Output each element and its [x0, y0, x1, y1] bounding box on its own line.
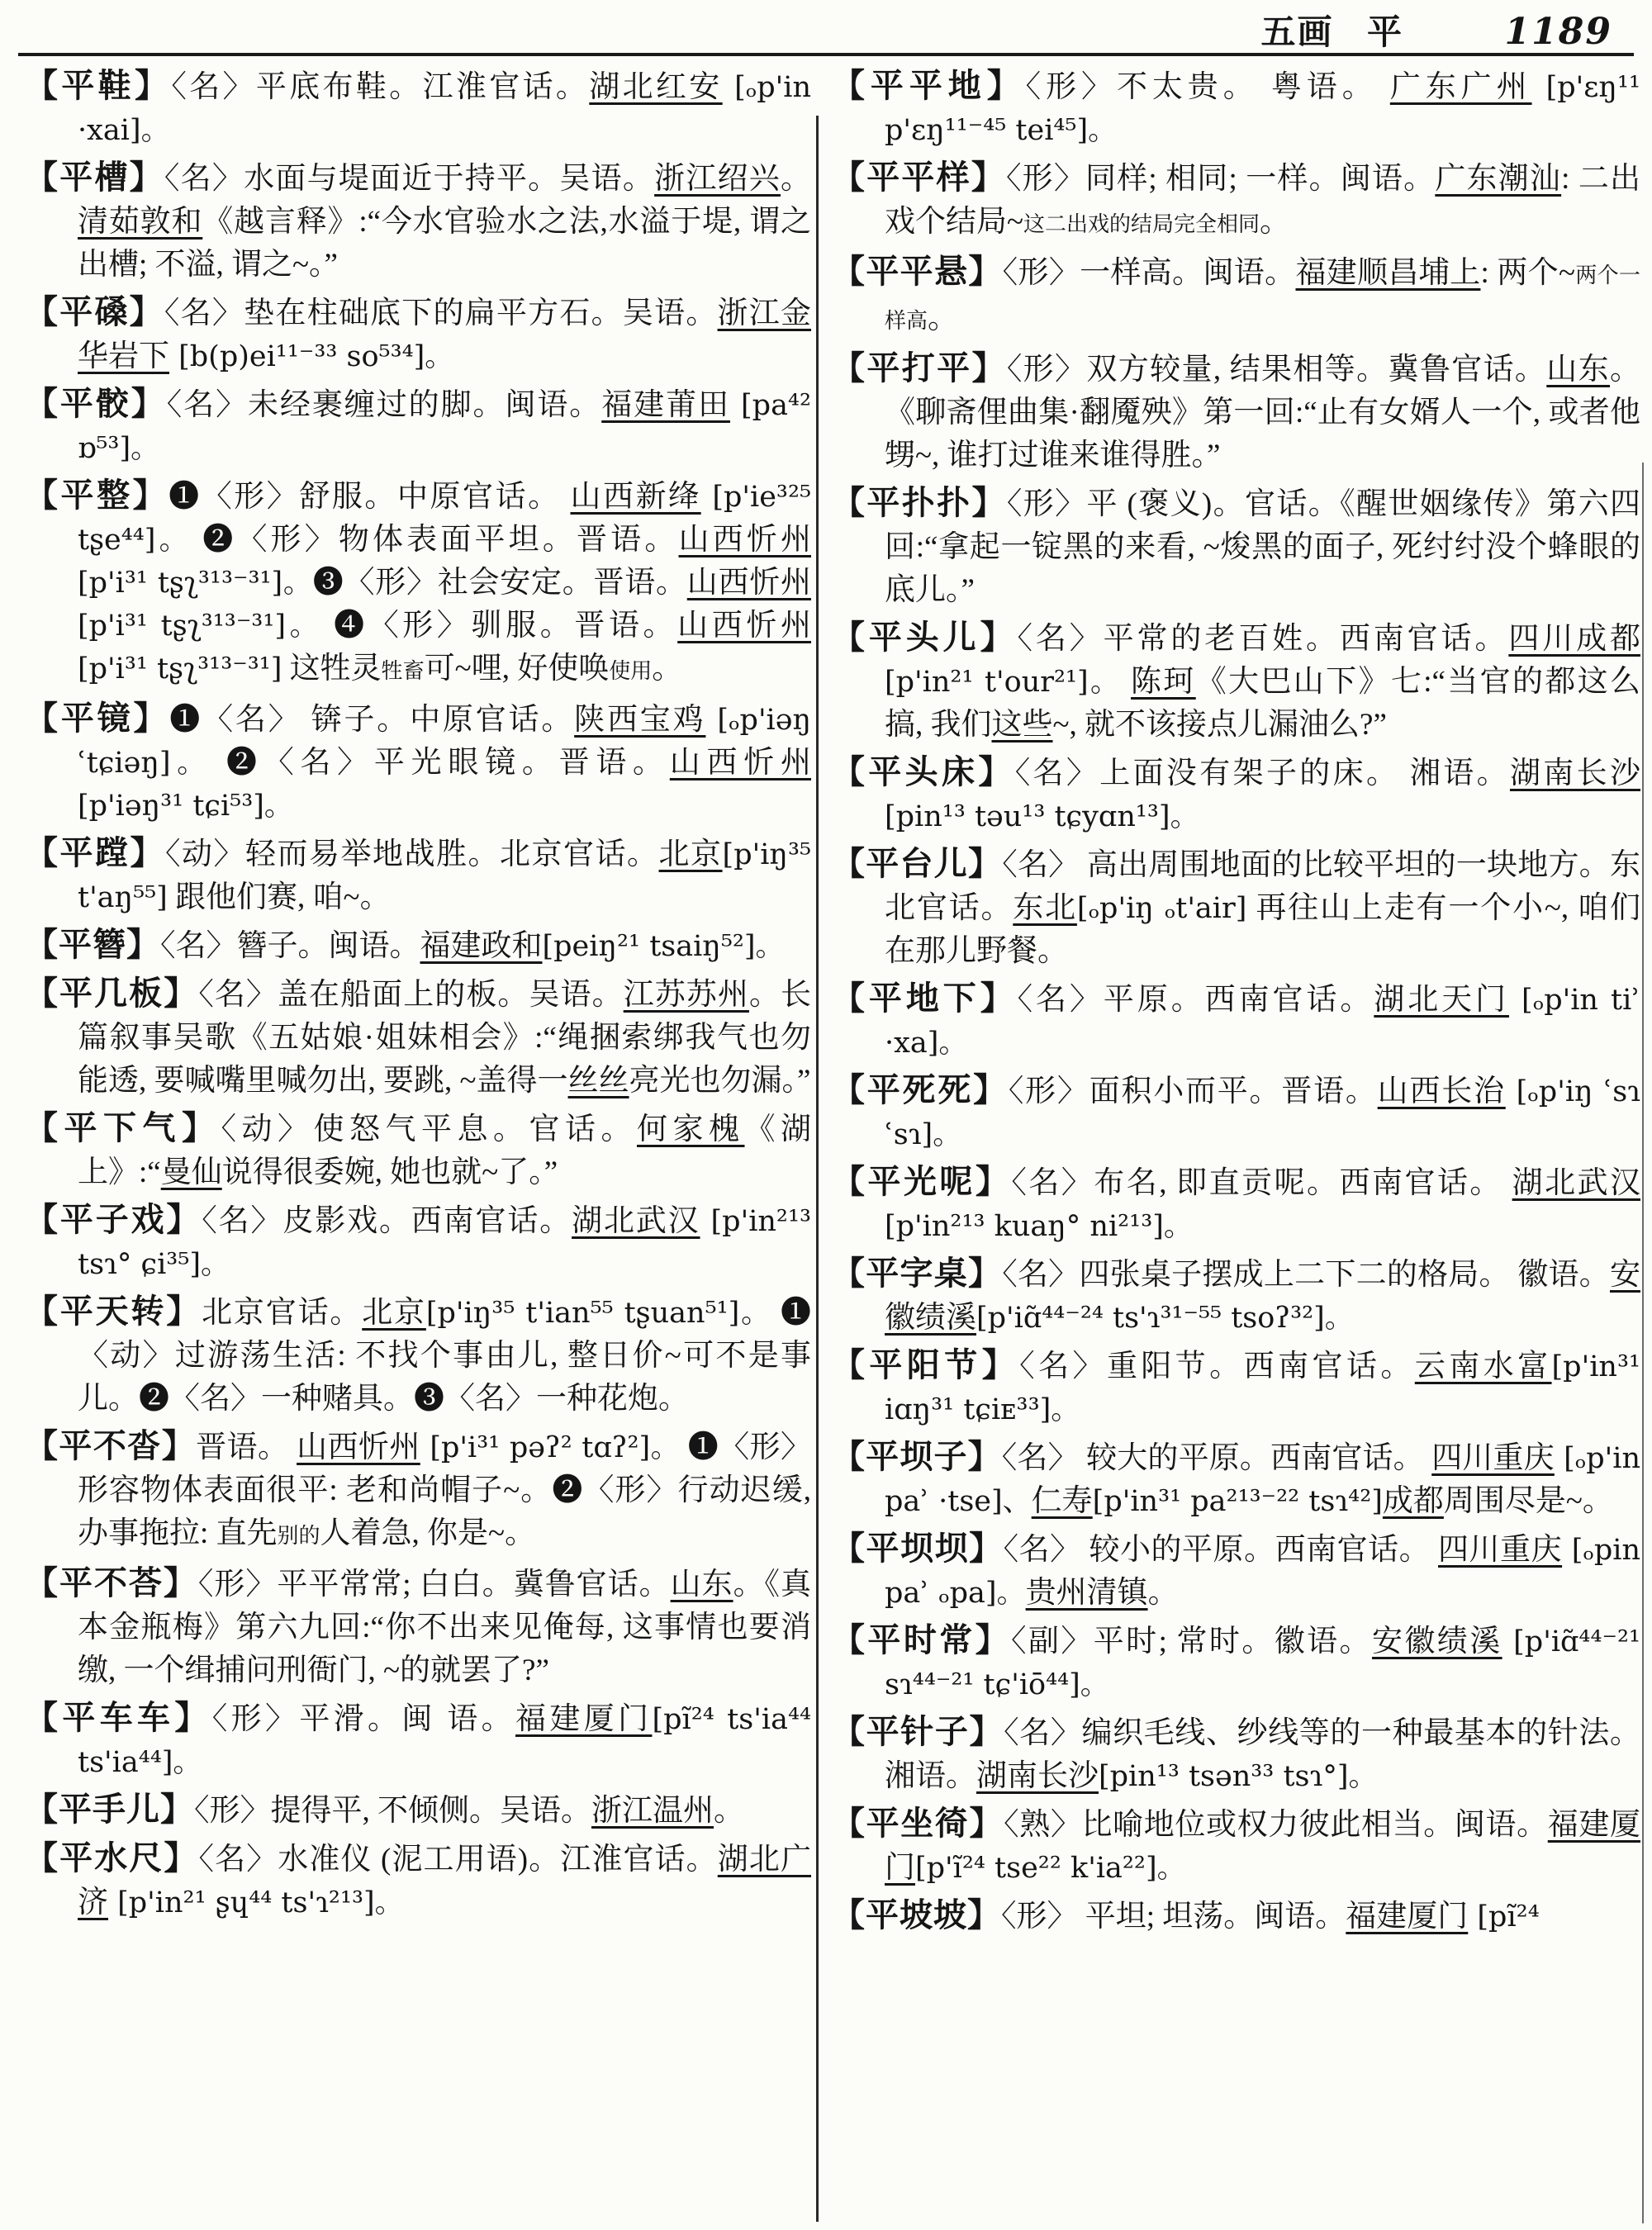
dialect-word: 丝丝: [567, 1064, 629, 1098]
dictionary-entry: [832, 842, 1640, 973]
dialect-region: 四川重庆: [1438, 1533, 1563, 1567]
definition-text: ❷〈形〉物体表面平坦。晋语。: [191, 523, 679, 557]
dialect-region: 广东潮汕: [1435, 162, 1562, 196]
entry-headword: 【平不荅】: [25, 1564, 198, 1601]
dialect-region: 广东广州: [1389, 70, 1532, 104]
definition-text: 〈名〉 高出周围地面的比较平坦的一块地方。东北官话。: [885, 848, 1640, 925]
entry-headword: 【平天转】: [25, 1293, 202, 1330]
dialect-region: 山东: [1546, 353, 1611, 387]
dialect-region: 东北: [1013, 891, 1077, 925]
gloss-note: 使用: [609, 659, 653, 683]
phonetic-transcription: [p'i³¹ tʂʅ³¹³⁻³¹]: [78, 652, 282, 686]
definition-text: 。: [1147, 1576, 1179, 1610]
entry-headword: 【平阳节】: [832, 1346, 1020, 1383]
dictionary-entry: [832, 482, 1640, 612]
phonetic-transcription: [p'in²¹³ kuaŋ° ni²¹³]。: [885, 1210, 1193, 1243]
dialect-region: 山东: [670, 1568, 733, 1601]
dictionary-entry: [25, 1107, 811, 1194]
entry-headword: 【平平地】: [832, 67, 1026, 104]
definition-text: 。: [714, 1794, 744, 1828]
definition-text: : 两个~: [1480, 256, 1575, 290]
definition-text: [1121, 665, 1131, 699]
dictionary-entry: [25, 1696, 811, 1784]
definition-text: 〈名〉编织毛线、纱线等的一种最基本的针法。湘语。: [885, 1716, 1640, 1793]
dictionary-entry: [25, 291, 811, 378]
dictionary-entry: [25, 156, 811, 287]
dialect-region: 贵州清镇: [1025, 1576, 1148, 1610]
dictionary-entry: [832, 1619, 1640, 1706]
entry-headword: 【平车车】: [25, 1699, 212, 1736]
page-body: [25, 64, 1640, 2227]
phonetic-transcription: [p'ie³²⁵ tʂe⁴⁴]。: [78, 481, 811, 557]
page-header: [1261, 5, 1613, 55]
dictionary-entry: [832, 347, 1640, 477]
dictionary-entry: [25, 1198, 811, 1286]
phonetic-transcription: [p'iŋ³⁵ t'aŋ⁵⁵]: [78, 838, 811, 914]
phonetic-transcription: [p'in³¹ pa²¹³⁻²² tsɿ⁴²]: [1092, 1485, 1383, 1518]
dictionary-entry: [25, 1425, 811, 1558]
phonetic-transcription: [p'iɑ̃⁴⁴⁻²¹ sɿ⁴⁴⁻²¹ tɕ'iō⁴⁴]。: [885, 1625, 1640, 1701]
entry-headword: 【平死死】: [832, 1071, 1009, 1108]
dictionary-entry: [25, 1837, 811, 1924]
page-number: 1189: [1504, 11, 1612, 53]
dialect-region: 四川成都: [1508, 622, 1640, 656]
definition-text: 〈形〉提得平, 不倾侧。吴语。: [194, 1794, 591, 1828]
phonetic-transcription: [pa⁴² ɒ⁵³]。: [78, 389, 811, 465]
left-column: [25, 64, 811, 2227]
definition-text: 〈名〉上面没有架子的床。 湘语。: [1014, 757, 1510, 790]
dictionary-entry: [832, 616, 1640, 747]
definition-text: 〈名〉盖在船面上的板。吴语。: [198, 978, 624, 1012]
dictionary-entry: [832, 1435, 1640, 1523]
definition-text: 。: [652, 652, 683, 686]
dialect-region: 安徽绩溪: [885, 1258, 1640, 1335]
dialect-region: 四川重庆: [1431, 1441, 1555, 1475]
dictionary-entry: [25, 64, 811, 152]
entry-headword: 【平簪】: [25, 926, 160, 963]
phonetic-transcription: [p'ɛŋ¹¹ p'ɛŋ¹¹⁻⁴⁵ tei⁴⁵]。: [885, 71, 1640, 147]
phonetic-transcription: [p'iɑ̃⁴⁴⁻²⁴ ts'ɿ³¹⁻⁵⁵ tsoʔ³²]。: [976, 1302, 1354, 1335]
definition-text: 。《真本金瓶梅》第六九回:“你不出来见俺每, 这事情也要消缴, 一个缉捕问刑衙门, ~的就罢了?”: [78, 1568, 811, 1687]
definition-text: 《越言释》:“今水官验水之法,水溢于堤, 谓之出槽; 不溢, 谓之~。”: [78, 205, 811, 282]
phonetic-transcription: [p'iəŋ³¹ tɕi⁵³]。: [78, 790, 293, 823]
phonetic-transcription: [ₒp'in ·xai]。: [78, 71, 811, 147]
dialect-region: 福建莆田: [601, 388, 730, 422]
entry-headword: 【平不沓】: [25, 1427, 197, 1464]
dictionary-entry: [25, 1290, 811, 1421]
dialect-region: 北京: [658, 837, 723, 871]
definition-text: 这牲灵: [282, 652, 382, 686]
definition-text: 〈名〉重阳节。西南官话。: [1019, 1350, 1415, 1383]
entry-headword: 【平地下】: [832, 980, 1018, 1017]
definition-text: 〈副〉平时; 常时。徽语。: [1011, 1625, 1372, 1658]
dictionary-entry: [832, 156, 1640, 246]
phonetic-transcription: [ₒp'iəŋ ʿtɕiəŋ]。: [78, 704, 811, 780]
definition-text: ❶〈名〉 锛子。中原官话。: [169, 703, 575, 737]
dialect-region: 湖南长沙: [976, 1759, 1099, 1793]
definition-text: 。长篇叙事吴歌《五姑娘·姐妹相会》:“绳捆索绑我气也勿能透, 要喊嘴里喊勿出, 要跳, ~盖得一: [78, 978, 811, 1098]
column-divider: [816, 116, 819, 2222]
dialect-region: 北京: [362, 1296, 426, 1330]
dictionary-entry: [832, 1069, 1640, 1156]
dictionary-entry: [832, 250, 1640, 343]
entry-headword: 【平坝坝】: [832, 1530, 1004, 1567]
definition-text: 。: [1260, 205, 1291, 239]
definition-text: ❷〈名〉平光眼镜。晋语。: [212, 746, 670, 780]
entry-headword: 【平头儿】: [832, 619, 1018, 656]
definition-text: 〈名〉 较小的平原。西南官话。: [1003, 1533, 1438, 1567]
definition-text: 〈形〉不太贵。 粤语。: [1025, 70, 1390, 104]
phonetic-transcription: [p'iŋ³⁵ t'ian⁵⁵ tʂuan⁵¹]。: [425, 1297, 771, 1330]
dictionary-entry: [25, 382, 811, 470]
header-rule: [18, 53, 1634, 56]
dictionary-entry: [25, 697, 811, 828]
dictionary-entry: [832, 1894, 1640, 1938]
dictionary-entry: [832, 1252, 1640, 1340]
dictionary-entry: [832, 1802, 1640, 1890]
definition-text: ❹〈形〉驯服。晋语。: [322, 609, 678, 643]
definition-text: 〈名〉水准仪 (泥工用语)。江淮官话。: [198, 1843, 718, 1877]
definition-text: 再往山上走有一个小~, 咱们在那儿野餐。: [885, 891, 1640, 968]
dialect-region: 湖北武汉: [572, 1204, 700, 1238]
definition-text: 北京官话。: [202, 1296, 363, 1330]
definition-text: 〈名〉皮影戏。西南官话。: [202, 1204, 572, 1238]
dialect-region: 福建政和: [420, 929, 543, 963]
definition-text: 。: [928, 301, 959, 335]
definition-text: 〈名〉未经裹缠过的脚。闽语。: [166, 388, 602, 422]
dialect-region: 云南水富: [1414, 1350, 1552, 1383]
dialect-region: 山西忻州: [669, 746, 811, 780]
dictionary-entry: [25, 972, 811, 1103]
phonetic-transcription: [ₒp'in tiʾ ·xa]。: [885, 984, 1640, 1060]
definition-text: 《湖上》:“: [78, 1113, 811, 1189]
definition-text: 〈形〉平 (褒义)。官话。《醒世姻缘传》第六四回:“拿起一锭黑的来看, ~焌黑的面子, 死纣纣没个蜂眼的底儿。”: [885, 487, 1640, 607]
dialect-region: 浙江绍兴: [654, 162, 781, 196]
definition-text: 〈名〉垫在柱础底下的扁平方石。吴语。: [164, 297, 718, 330]
definition-text: 〈名〉 较大的平原。西南官话。: [1001, 1441, 1432, 1475]
entry-headword: 【平时常】: [832, 1621, 1012, 1658]
definition-text: 〈名〉平原。西南官话。: [1017, 983, 1374, 1017]
definition-text: 〈名〉水面与堤面近于持平。吴语。: [164, 162, 655, 196]
header-stroke-section: 五画: [1260, 14, 1334, 52]
phonetic-transcription: [p'i³¹ tʂʅ³¹³⁻³¹]。: [78, 567, 313, 600]
definition-text: 〈形〉同样; 相同; 一样。闽语。: [1005, 162, 1436, 196]
phonetic-transcription: [p'in²¹ t'our²¹]。: [885, 666, 1122, 699]
entry-headword: 【平镜】: [25, 700, 170, 737]
definition-text: 说得很委婉, 她也就~了。”: [221, 1155, 558, 1189]
entry-headword: 【平坝子】: [832, 1438, 1002, 1475]
definition-text: 〈形〉平平常常; 白白。冀鲁官话。: [197, 1568, 671, 1601]
dictionary-entry: [832, 1527, 1640, 1615]
dialect-region: 山西新绛: [570, 480, 701, 514]
phonetic-transcription: [p'in²¹³ tsɿ° ɕi³⁵]。: [78, 1205, 811, 1281]
header-character: 平: [1367, 14, 1404, 52]
phonetic-transcription: [ₒp'in paʾ ·tse]、: [885, 1442, 1640, 1518]
dictionary-entry: [832, 64, 1640, 152]
definition-text: 〈形〉面积小而平。晋语。: [1008, 1075, 1378, 1108]
definition-text: 《大巴山下》七:“当官的都这么搞, 我们: [885, 665, 1640, 742]
phonetic-transcription: [p'in³¹ iɑŋ³¹ tɕiᴇ³³]。: [885, 1350, 1640, 1426]
entry-headword: 【平坡坡】: [832, 1896, 1001, 1933]
definition-text: 〈名〉布名, 即直贡呢。西南官话。: [1011, 1166, 1512, 1200]
dialect-region: 福建厦门: [885, 1808, 1640, 1885]
dialect-region: 安徽绩溪: [1371, 1625, 1502, 1658]
phonetic-transcription: [pĩ²⁴: [1468, 1900, 1540, 1933]
phonetic-transcription: [p'ĩ²⁴ tse²² k'ia²²]。: [915, 1852, 1186, 1885]
entry-headword: 【平打平】: [832, 349, 1007, 387]
definition-text: ❶〈形〉舒服。中原官话。: [169, 480, 571, 514]
dialect-region: 福建厦门: [1346, 1900, 1469, 1933]
entry-headword: 【平子戏】: [25, 1201, 202, 1238]
definition-text: ❸〈形〉社会安定。晋语。: [312, 566, 687, 600]
author-name: 陈珂: [1131, 665, 1196, 699]
definition-text: 亮光也勿漏。”: [629, 1064, 811, 1098]
entry-headword: 【平头床】: [832, 753, 1015, 790]
definition-text: 〈名〉四张桌子摆成上二下二的格局。 徽语。: [1002, 1258, 1610, 1292]
definition-text: 〈熟〉比喻地位或权力彼此相当。闽语。: [1004, 1808, 1548, 1842]
phonetic-transcription: [p'in²¹ ʂɥ⁴⁴ ts'ɿ²¹³]。: [108, 1886, 404, 1919]
dialect-region: 浙江金华岩下: [78, 297, 811, 373]
entry-headword: 【平字桌】: [832, 1255, 1003, 1292]
entry-headword: 【平下气】: [25, 1109, 221, 1146]
definition-text: 〈动〉轻而易举地战胜。北京官话。: [165, 837, 659, 871]
dialect-region: 浙江温州: [591, 1794, 714, 1828]
dialect-region: 湖北天门: [1374, 983, 1509, 1017]
phonetic-transcription: [pin¹³ tsən³³ tsɿ°]。: [1099, 1760, 1378, 1793]
entry-headword: 【平磉】: [25, 293, 164, 330]
dialect-region: 山西长治: [1377, 1075, 1506, 1108]
dictionary-entry: [25, 1562, 811, 1692]
definition-text: 周围尽是~。: [1443, 1484, 1613, 1518]
definition-text: 。《聊斋俚曲集·翻魇殃》第一回:“止有女婿人一个, 或者他甥~, 谁打过谁来谁得胜。”: [885, 353, 1640, 472]
dictionary-entry: [25, 923, 811, 968]
definition-text: 晋语。: [196, 1431, 297, 1464]
dictionary-entry: [25, 1788, 811, 1833]
dictionary-entry: [25, 832, 811, 919]
definition-text: 〈形〉 平坦; 坦荡。闽语。: [1001, 1900, 1346, 1933]
dialect-region: 湖北武汉: [1512, 1166, 1640, 1200]
dialect-region: 仁寿: [1031, 1484, 1093, 1518]
dictionary-entry: [832, 1710, 1640, 1798]
phonetic-transcription: [pĩ²⁴ ts'ia⁴⁴ ts'ia⁴⁴]。: [78, 1703, 811, 1779]
dialect-region: 陕西宝鸡: [574, 703, 706, 737]
entry-headword: 【平平悬】: [832, 253, 1003, 290]
definition-text: 〈名〉平底布鞋。江淮官话。: [171, 70, 590, 104]
phonetic-transcription: [ₒpin paʾ ₒpa]。: [885, 1534, 1640, 1610]
author-name: 清茹敦和: [78, 205, 203, 239]
entry-headword: 【平几板】: [25, 975, 199, 1012]
definition-text: 〈形〉双方较量, 结果相等。冀鲁官话。: [1006, 353, 1547, 387]
person-name: 曼仙: [160, 1155, 222, 1189]
phonetic-transcription: [p'i³¹ tʂʅ³¹³⁻³¹]。: [78, 610, 323, 643]
dialect-region: 湖南长沙: [1509, 757, 1640, 790]
definition-text: : 二出戏个结局~: [885, 162, 1640, 239]
definition-text: 〈形〉平滑。闽 语。: [211, 1702, 516, 1736]
dictionary-entry: [832, 977, 1640, 1065]
phonetic-transcription: [b(p)ei¹¹⁻³³ so⁵³⁴]。: [169, 340, 454, 373]
dictionary-entry: [25, 474, 811, 693]
definition-text: ❶〈动〉过游荡生活: 不找个事由儿, 整日价~可不是事儿。❷〈名〉一种赌具。❸〈名〉一种花炮。: [78, 1296, 811, 1416]
definition-text: 。: [781, 162, 811, 196]
phonetic-transcription: [pin¹³ təu¹³ tɕyɑn¹³]。: [885, 800, 1199, 833]
definition-text: ~, 就不该接点儿漏油么?”: [1052, 708, 1387, 742]
definition-text: 人着急, 你是~。: [320, 1516, 536, 1550]
definition-text: 跟他们赛, 咱~。: [167, 880, 391, 914]
entry-headword: 【平蹚】: [25, 834, 166, 871]
entry-headword: 【平扑扑】: [832, 484, 1007, 521]
dialect-region: 山西忻州: [678, 523, 811, 557]
entry-headword: 【平平样】: [832, 159, 1006, 196]
right-column: [824, 64, 1640, 2227]
definition-text: 〈名〉平常的老百姓。西南官话。: [1017, 622, 1509, 656]
dialect-region: 山西忻州: [677, 609, 811, 643]
entry-headword: 【平水尺】: [25, 1839, 199, 1877]
definition-text: 〈形〉一样高。闽语。: [1002, 256, 1296, 290]
dictionary-entry: [832, 751, 1640, 838]
entry-headword: 【平坐徛】: [832, 1805, 1004, 1842]
dictionary-entry: [832, 1160, 1640, 1248]
phonetic-transcription: [ₒp'iŋ ʿsɿ ʿsɿ]。: [885, 1075, 1640, 1151]
entry-headword: 【平槽】: [25, 159, 164, 196]
author-name: 何家槐: [637, 1113, 745, 1146]
dialect-region: 山西忻州: [297, 1431, 420, 1464]
entry-headword: 【平针子】: [832, 1713, 1004, 1750]
entry-headword: 【平骹】: [25, 385, 167, 422]
definition-text: 可~哩, 好使唤: [424, 652, 610, 686]
definition-text: ❶〈形〉形容物体表面很平: 老和尚帽子~。❷〈形〉行动迟缓, 办事拖拉: 直先: [78, 1431, 811, 1550]
phonetic-transcription: [p'i³¹ pəʔ² tɑʔ²]。: [420, 1431, 681, 1464]
page-edge-line: [1642, 463, 1644, 2223]
dictionary-entry: [832, 1344, 1640, 1431]
gloss-note: 别的: [277, 1524, 320, 1548]
entry-headword: 【平手儿】: [25, 1791, 194, 1828]
place-name: 成都: [1382, 1484, 1444, 1518]
gloss-note: 两个一样高: [885, 263, 1640, 333]
entry-headword: 【平台儿】: [832, 845, 1003, 882]
definition-text: 〈名〉簪子。闽语。: [160, 929, 420, 963]
dialect-word: 这些: [991, 708, 1053, 742]
dialect-region: 湖北红安: [589, 70, 723, 104]
definition-text: 〈动〉使怒气平息。官话。: [221, 1113, 637, 1146]
entry-headword: 【平光呢】: [832, 1163, 1012, 1200]
gloss-note: 这二出戏的结局完全相同: [1023, 212, 1260, 236]
dialect-region: 山西忻州: [686, 566, 811, 600]
entry-headword: 【平鞋】: [25, 67, 172, 104]
dialect-region: 湖北广济: [78, 1843, 811, 1919]
phonetic-transcription: [peiŋ²¹ tsaiŋ⁵²]。: [542, 930, 785, 963]
phonetic-transcription: [ₒp'iŋ ₒt'air]: [1076, 892, 1247, 925]
entry-headword: 【平整】: [25, 477, 169, 514]
dialect-region: 福建厦门: [515, 1702, 653, 1736]
gloss-note: 牲畜: [381, 659, 425, 683]
dialect-region: 江苏苏州: [623, 978, 749, 1012]
dialect-region: 福建顺昌埔上: [1295, 256, 1481, 290]
